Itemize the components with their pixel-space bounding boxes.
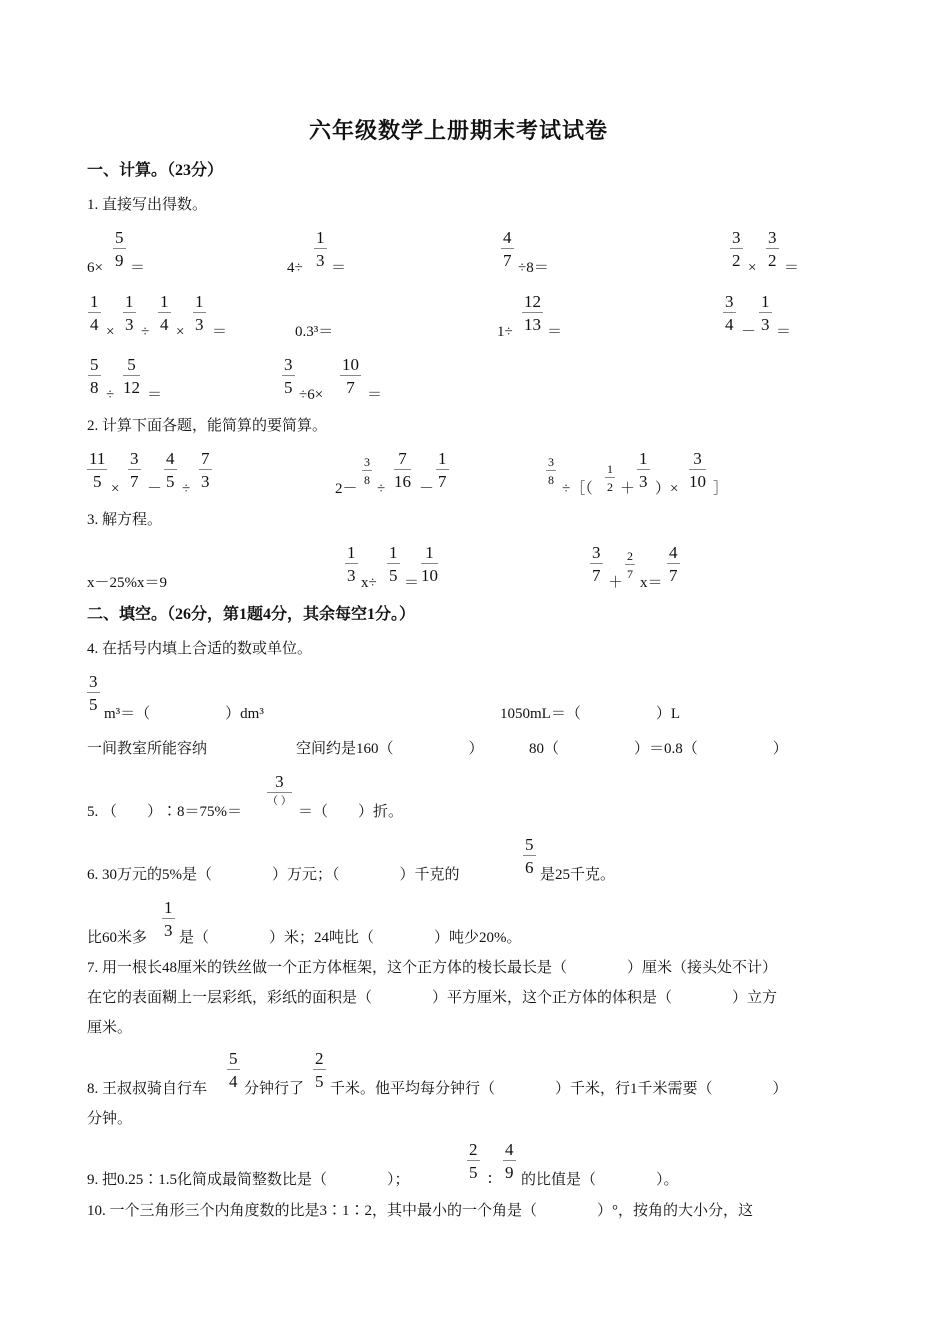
fraction-d3b: [605, 463, 615, 493]
fraction-e2b: [387, 544, 400, 584]
c1-operator: ÷: [106, 387, 115, 403]
e2-op1: x÷: [361, 575, 377, 591]
question-6-part4: 是（ ）米；24吨比（ ）吨少20%。: [179, 930, 522, 946]
d1-op2: －: [147, 481, 163, 497]
question-8-part4: 分钟。: [87, 1111, 133, 1127]
e2-op2: ＝: [404, 575, 420, 591]
question-6-part1: 6. 30万元的5%是（ ）万元；（ ）千克的: [87, 867, 460, 883]
fraction-numerator: 7: [201, 449, 210, 468]
fraction-e2c: [421, 544, 438, 584]
question-5-part2: ＝（ ）折。: [298, 804, 404, 820]
fraction-denominator: 4: [725, 315, 734, 334]
fraction-denominator: 4: [229, 1072, 238, 1091]
fraction-d1d: [199, 450, 212, 490]
fraction-numerator: 3: [725, 292, 734, 311]
fraction-q6a: [523, 836, 536, 876]
b1-op1: ×: [106, 324, 115, 340]
fraction-numerator: 3: [130, 449, 139, 468]
question-8-part2: 分钟行了: [244, 1081, 305, 1097]
fraction-numerator: 3: [693, 449, 702, 468]
fraction-b1b: [123, 293, 136, 333]
fraction-numerator: 1: [316, 228, 325, 247]
fraction-numerator: 2: [315, 1049, 324, 1068]
a2-suffix: ＝: [331, 260, 347, 276]
fraction-c2a: [282, 356, 295, 396]
fraction-numerator: 1: [195, 292, 204, 311]
b1-op2: ÷: [141, 324, 150, 340]
fraction-numerator: 12: [524, 292, 541, 311]
fraction-numerator: 1: [438, 449, 447, 468]
fraction-a1: [113, 229, 126, 269]
fraction-numerator: 1: [639, 449, 648, 468]
fraction-b4a: [723, 293, 736, 333]
fraction-numerator: 1: [90, 292, 99, 311]
fraction-denominator: 7: [438, 472, 447, 491]
fraction-b4b: [759, 293, 772, 333]
a4-operator: ×: [748, 260, 757, 276]
fraction-numerator: 5: [115, 228, 124, 247]
fraction-denominator: 5: [469, 1163, 478, 1182]
question-3: 3. 解方程。: [87, 512, 163, 528]
a1-prefix: 6×: [87, 260, 103, 276]
fraction-denominator: 4: [160, 315, 169, 334]
q4-unit-blank: 80（ ）＝0.8（ ）: [529, 741, 788, 757]
fraction-numerator: 2: [469, 1140, 478, 1159]
c1-suffix: ＝: [147, 387, 163, 403]
fraction-q9a: [467, 1141, 480, 1181]
q4-classroom-blank: 空间约是160（ ）: [296, 741, 484, 757]
fraction-numerator: 3: [592, 543, 601, 562]
fraction-numerator: 5: [127, 355, 136, 374]
fraction-q8a: [227, 1050, 240, 1090]
d1-op3: ÷: [182, 481, 191, 497]
fraction-numerator: 4: [505, 1140, 514, 1159]
fraction-c1a: [88, 356, 101, 396]
fraction-numerator: 3: [548, 455, 554, 469]
fraction-denominator: 3: [201, 472, 210, 491]
fraction-denominator: 3: [125, 315, 134, 334]
b2-expression: 0.3³＝: [295, 324, 334, 340]
fraction-numerator: 3: [364, 455, 370, 469]
b3-suffix: ＝: [547, 324, 563, 340]
a2-prefix: 4÷: [287, 260, 303, 276]
fraction-q6b: [162, 899, 175, 939]
fraction-numerator: 1: [160, 292, 169, 311]
fraction-denominator: 5: [89, 695, 98, 714]
fraction-a3: [501, 229, 514, 269]
a3-suffix: ÷8＝: [518, 260, 549, 276]
fraction-numerator: 5: [90, 355, 99, 374]
a4-suffix: ＝: [784, 260, 800, 276]
fraction-numerator: 11: [89, 449, 106, 468]
fraction-numerator: 1: [125, 292, 134, 311]
fraction-numerator: 4: [166, 449, 175, 468]
fraction-a4b: [766, 229, 779, 269]
fraction-b1d: [193, 293, 206, 333]
fraction-denominator: 3: [164, 921, 173, 940]
fraction-d1b: [128, 450, 141, 490]
fraction-denominator: 5: [284, 378, 293, 397]
b1-op3: ×: [176, 324, 185, 340]
fraction-denominator: 13: [524, 315, 541, 334]
fraction-f1: [87, 673, 100, 713]
b4-suffix: ＝: [776, 324, 792, 340]
fraction-numerator: 3: [768, 228, 777, 247]
b4-operator: －: [741, 324, 757, 340]
question-9-part1: 9. 把0.25∶1.5化简成最简整数比是（ ）；: [87, 1172, 410, 1188]
fraction-denominator: 2: [732, 251, 741, 270]
fraction-numerator: 4: [503, 228, 512, 247]
fraction-a2: [314, 229, 327, 269]
fraction-numerator: 1: [389, 543, 398, 562]
fraction-e2a: [345, 544, 358, 584]
d3-suffix: ］: [713, 481, 729, 497]
fraction-numerator: 3: [284, 355, 293, 374]
fraction-denominator: 3: [195, 315, 204, 334]
fraction-numerator: 2: [627, 549, 633, 563]
fraction-numerator: 3: [89, 672, 98, 691]
fraction-numerator: 3: [275, 772, 284, 791]
fraction-denominator: 7: [669, 566, 678, 585]
fraction-numerator: 1: [347, 543, 356, 562]
fraction-denominator: 5: [166, 472, 175, 491]
fraction-d2c: [436, 450, 449, 490]
fraction-e3a: [590, 544, 603, 584]
question-6-part2: 是25千克。: [540, 867, 616, 883]
d3-op1: ÷［（: [562, 481, 593, 497]
fraction-b1a: [88, 293, 101, 333]
e3-op1: ＋: [608, 575, 624, 591]
fraction-denominator: 3: [347, 566, 356, 585]
question-1: 1. 直接写出得数。: [87, 197, 208, 213]
fraction-denominator: 5: [389, 566, 398, 585]
fraction-numerator: 5: [525, 835, 534, 854]
fraction-denominator: （ ）: [267, 795, 292, 807]
fraction-b3: [522, 293, 543, 333]
fraction-numerator: 3: [732, 228, 741, 247]
d1-op1: ×: [111, 481, 120, 497]
fraction-numerator: 10: [342, 355, 359, 374]
d3-op2: ＋: [620, 481, 636, 497]
question-7-line2: 在它的表面糊上一层彩纸，彩纸的面积是（ ）平方厘米，这个正方体的体积是（ ）立方: [87, 990, 778, 1006]
fraction-denominator: 16: [394, 472, 411, 491]
fraction-numerator: 1: [761, 292, 770, 311]
b1-suffix: ＝: [212, 324, 228, 340]
fraction-d1c: [164, 450, 177, 490]
fraction-b1c: [158, 293, 171, 333]
fraction-denominator: 3: [639, 472, 648, 491]
q4-capacity-conversion: 1050mL＝（ ）L: [500, 706, 680, 722]
fraction-d3d: [689, 450, 706, 490]
fraction-denominator: 8: [90, 378, 99, 397]
section-two-heading: 二、填空。（26分，第1题4分，其余每空1分。）: [87, 606, 416, 623]
d3-op3: ）×: [655, 481, 679, 497]
question-6-part3: 比60米多: [87, 930, 148, 946]
c2-operator: ÷6×: [299, 387, 324, 403]
question-2: 2. 计算下面各题，能简算的要简算。: [87, 418, 328, 434]
fraction-c2b: [340, 356, 361, 396]
d2-op2: －: [419, 481, 435, 497]
fraction-denominator: 9: [115, 251, 124, 270]
c2-suffix: ＝: [367, 387, 383, 403]
fraction-d3c: [637, 450, 650, 490]
section-one-heading: 一、计算。（23分）: [87, 162, 224, 179]
fraction-denominator: 8: [364, 473, 370, 487]
fraction-denominator: 7: [130, 472, 139, 491]
e3-op2: x＝: [640, 575, 663, 591]
fraction-denominator: 5: [315, 1072, 324, 1091]
fraction-c1b: [123, 356, 140, 396]
fraction-numerator: 4: [669, 543, 678, 562]
b3-prefix: 1÷: [497, 324, 513, 340]
fraction-denominator: 7: [592, 566, 601, 585]
fraction-denominator: 2: [607, 480, 613, 494]
fraction-denominator: 5: [92, 472, 102, 491]
question-9-part3: 的比值是（ ）。: [521, 1172, 679, 1188]
d2-prefix: 2－: [335, 481, 358, 497]
a1-suffix: ＝: [130, 260, 146, 276]
fraction-q5: [267, 773, 292, 807]
fraction-denominator: 3: [316, 251, 325, 270]
fraction-d2a: [362, 456, 372, 486]
fraction-d1a: [87, 450, 107, 490]
fraction-denominator: 6: [525, 858, 534, 877]
q4-classroom-text: 一间教室所能容纳: [87, 741, 208, 757]
fraction-q8b: [313, 1050, 326, 1090]
fraction-denominator: 9: [505, 1163, 514, 1182]
fraction-denominator: 7: [627, 567, 633, 581]
fraction-denominator: 10: [421, 566, 438, 585]
question-4: 4. 在括号内填上合适的数或单位。: [87, 641, 313, 657]
fraction-numerator: 5: [229, 1049, 238, 1068]
question-8-part3: 千米。他平均每分钟行（ ）千米，行1千米需要（ ）: [330, 1081, 788, 1097]
fraction-e3c: [667, 544, 680, 584]
fraction-d2b: [394, 450, 411, 490]
fraction-denominator: 2: [768, 251, 777, 270]
question-5-part1: 5. （ ）∶8＝75%＝: [87, 804, 242, 820]
question-9-ratio-sign: ∶: [488, 1172, 492, 1188]
fraction-denominator: 12: [123, 378, 140, 397]
fraction-denominator: 3: [761, 315, 770, 334]
fraction-a4a: [730, 229, 743, 269]
fraction-denominator: 8: [548, 473, 554, 487]
fraction-denominator: 7: [503, 251, 512, 270]
fraction-e3b: [625, 550, 635, 580]
fraction-denominator: 4: [90, 315, 99, 334]
fraction-numerator: 1: [164, 898, 173, 917]
fraction-q9b: [503, 1141, 516, 1181]
page-title: 六年级数学上册期末考试试卷: [309, 118, 609, 143]
d2-op1: ÷: [377, 481, 386, 497]
question-7-line3: 厘米。: [87, 1020, 133, 1036]
fraction-numerator: 1: [425, 543, 434, 562]
fraction-d3a: [546, 456, 556, 486]
question-8-part1: 8. 王叔叔骑自行车: [87, 1081, 208, 1097]
question-7-line1: 7. 用一根长48厘米的铁丝做一个正方体框架，这个正方体的棱长最长是（ ）厘米（接头处不计）: [87, 960, 778, 976]
fraction-denominator: 7: [346, 378, 355, 397]
equation-1: x－25%x＝9: [87, 575, 167, 591]
fraction-numerator: 1: [607, 462, 613, 476]
q4-volume-conversion: m³＝（ ）dm³: [104, 706, 264, 722]
fraction-denominator: 10: [689, 472, 706, 491]
fraction-numerator: 7: [398, 449, 407, 468]
question-10: 10. 一个三角形三个内角度数的比是3∶1∶2，其中最小的一个角是（ ）°，按角的大小分，这: [87, 1203, 754, 1219]
